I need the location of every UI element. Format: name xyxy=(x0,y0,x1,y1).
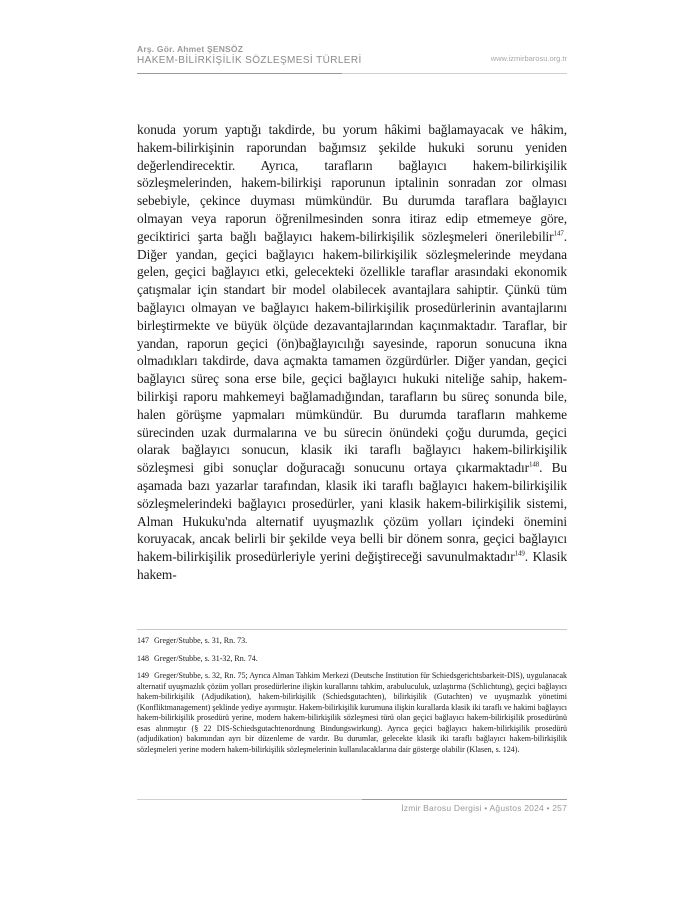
footnote-text: Greger/Stubbe, s. 32, Rn. 75; Ayrıca Alman Tahkim Merkezi (Deutsche Institution für Schiedsgerichtsbarkeit-DIS), uygulanacak alternatif uyuşmazlık çözüm yolları prosedürlerine ilişkin kurallarını tahkim, arabuluculuk, uzlaştırma (Schlichtung), geçici bağlayıcı hakem-bilirkişilik (Adjudikation), hakem-bilirkişilik (Schiedsgutachten), bilirkişilik (Gutachten) ve uyuşmazlık yönetimi (Konfliktmanagement) şeklinde yediye ayırmıştır. Hakem-bilirkişilik kurumuna ilişkin kurallarda klasik iki taraflı ve hakimi bağlayıcı hakem-bilirkişilik prosedürü yerine, modern hakem-bilirkişilik sözleşmesi türü olan geçici bağlayıcı hakem-bilirkişilik prosedürünü esas alınmıştır (§ 22 DIS-Schiedsgutachtenordnung Bindungswirkung). Ayrıca geçici bağlayıcı hakem-bilirkişilik prosedürü (adjudikation) bakımından ayrı bir düzenleme de vardır. Bu durumlar, gelecekte klasik iki taraflı bağlayıcı hakem-bilirkişilik sözleşmeleri yerine modern hakem-bilirkişilik sözleşmelerinin kullanılacaklarına dair gösterge olabilir (Klasen, s. 124). xyxy=(137,671,568,754)
footnotes xyxy=(137,636,567,762)
body-text-part-d: . Klasik hakem- xyxy=(137,549,567,582)
footnote-text: Greger/Stubbe, s. 31, Rn. 73. xyxy=(154,636,248,645)
footnote-149 xyxy=(137,671,567,755)
footnote-ref-148[interactable]: 148 xyxy=(528,460,540,469)
footnote-number: 148 xyxy=(137,653,149,663)
author-name: Arş. Gör. Ahmet ŞENSÖZ xyxy=(137,44,244,54)
footnote-ref-147[interactable]: 147 xyxy=(553,229,564,238)
footer-rule-accent xyxy=(362,799,567,800)
body-text-part-a: konuda yorum yaptığı takdirde, bu yorum hâkimi bağlamayacak ve hâkim, hakem-bilirkişinin raporundan bağımsız şekilde hukuki sorunu yeniden değerlendirecektir. Ayrıca, tarafların bağlayıcı hakem-bilirkişilik sözleşmelerinden, hakem-bilirkişi raporunun iptalinin sonradan zor olması sebebiyle, çekince duyması mümkündür. Bu durumda taraflara bağlayıcı olmayan veya raporun öğrenilmesinden sonra itiraz edip etmemeye göre, geciktirici şarta bağlı bağlayıcı hakem-bilirkişilik sözleşmeleri önerilebilir xyxy=(137,122,567,244)
page-header xyxy=(137,44,567,66)
footnote-separator xyxy=(137,629,567,630)
footnote-number: 147 xyxy=(137,636,149,645)
footnote-text: Greger/Stubbe, s. 31-32, Rn. 74. xyxy=(154,653,258,663)
footnote-147 xyxy=(137,636,567,647)
website-link[interactable]: www.izmirbarosu.org.tr xyxy=(490,54,567,63)
footnote-148 xyxy=(137,654,567,665)
page-footer: İzmir Barosu Dergisi • Ağustos 2024 • 257 xyxy=(401,803,567,813)
header-rule-accent xyxy=(137,73,342,74)
article-title: HAKEM-BİLİRKİŞİLİK SÖZLEŞMESİ TÜRLERİ xyxy=(137,55,362,66)
footnote-ref-149[interactable]: 149 xyxy=(514,549,525,558)
body-text xyxy=(137,121,567,584)
footnote-number: 149 xyxy=(137,671,149,680)
body-text-part-c: . Bu aşamada bazı yazarlar tarafından, klasik iki taraflı bağlayıcı hakem-bilirkişilik sözleşmelerindeki bağlayıcı prosedürler, yani klasik hakem-bilirkişilik sistemi, Alman Hukuku'nda alternatif uyuşmazlık çözüm yolları içindeki önemini koruyacak, ancak belirli bir şekilde veya belli bir dönem sonra, geçici bağlayıcı hakem-bilirkişilik prosedürleriyle yerini değiştireceği savunulmaktadır xyxy=(137,460,567,565)
body-paragraph xyxy=(137,121,567,584)
body-text-part-b: . Diğer yandan, geçici bağlayıcı hakem-bilirkişilik sözleşmelerinde meydana gelen, geçici bağlayıcı etki, gelecekteki özellikle taraflar arasındaki ekonomik çatışmalar için standart bir model olabilecek avantajlara sahiptir. Çünkü tüm bağlayıcı olmayan ve bağlayıcı hakem-bilirkişilik prosedürlerinin avantajlarını birleştirmekte ve büyük ölçüde dezavantajlarından kaçınmaktadır. Taraflar, bir yandan, raporun geçici (ön)bağlayıcılığı sayesinde, raporun sonucuna ikna olmadıkları takdirde, dava açmakta tamamen özgürdürler. Diğer yandan, geçici bağlayıcı süreç sona erse bile, geçici bağlayıcı hukuki niteliğe sahip, hakem-bilirkişi raporu mahkemeyi bağlamadığından, tarafların bu süreç sonunda bile, halen görüşme yapmaları mümkündür. Bu durumda tarafların mahkeme sürecinden uzak durmalarına ve bu sürecin önündeki çoğu durumda, geçici olarak bağlayıcı sonucun, klasik iki taraflı bağlayıcı hakem-bilirkişilik sözleşmesi gibi sonuçlar doğuracağı sonucunu ortaya çıkarmaktadır xyxy=(137,228,567,476)
